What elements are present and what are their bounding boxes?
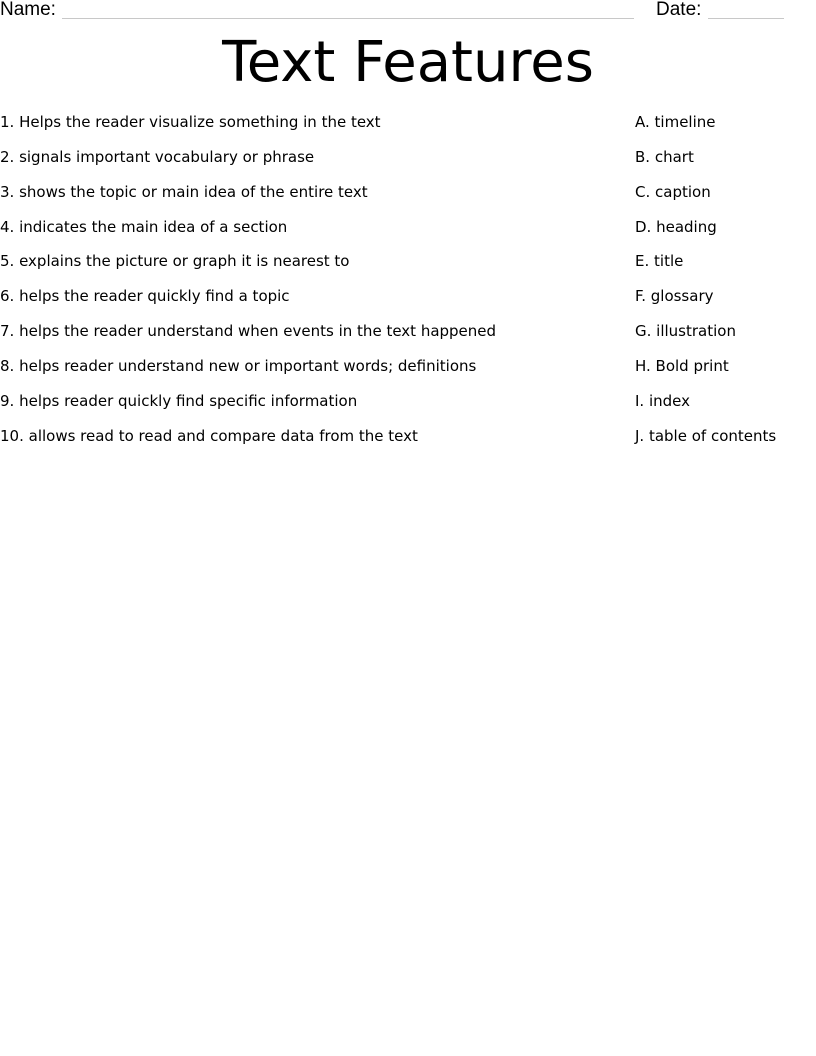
answer-item: C. caption: [635, 182, 711, 201]
question-list: [0, 110, 620, 458]
answer-item: H. Bold print: [635, 356, 729, 375]
answer-item: E. title: [635, 252, 684, 271]
question-item: 1. Helps the reader visualize something in the text: [0, 113, 381, 131]
answer-item: A. timeline: [635, 113, 716, 131]
answer-item: D. heading: [635, 217, 717, 236]
question-item: 4. indicates the main idea of a section: [0, 217, 288, 236]
question-item: 2. signals important vocabulary or phrase: [0, 147, 315, 166]
answer-item: J. table of contents: [635, 426, 777, 445]
name-label: Name:: [0, 0, 56, 20]
answer-item: G. illustration: [635, 322, 736, 341]
worksheet-title: Text Features: [222, 30, 594, 95]
answer-list: [635, 110, 816, 458]
answer-item: I. index: [635, 391, 690, 410]
name-blank-line[interactable]: [62, 18, 634, 19]
answer-item: F. glossary: [635, 287, 714, 306]
date-blank-line[interactable]: [708, 18, 784, 19]
answer-item: B. chart: [635, 147, 694, 166]
question-item: 3. shows the topic or main idea of the entire text: [0, 182, 368, 201]
question-item: 6. helps the reader quickly find a topic: [0, 287, 290, 306]
question-item: 10. allows read to read and compare data from the text: [0, 426, 418, 445]
name-date-header: [0, 0, 816, 24]
question-item: 9. helps reader quickly find specific information: [0, 391, 358, 410]
question-item: 7. helps the reader understand when events in the text happened: [0, 322, 497, 341]
question-item: 8. helps reader understand new or important words; definitions: [0, 356, 477, 375]
date-label: Date:: [656, 0, 702, 20]
question-item: 5. explains the picture or graph it is nearest to: [0, 252, 350, 271]
